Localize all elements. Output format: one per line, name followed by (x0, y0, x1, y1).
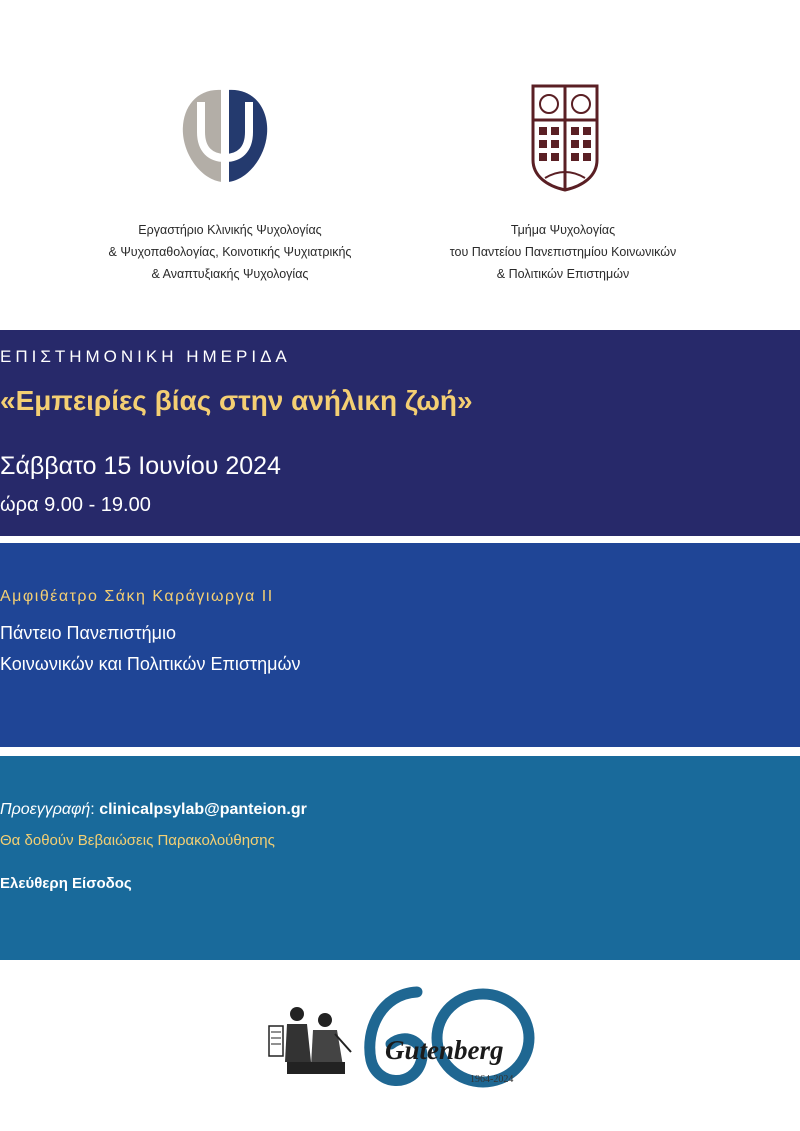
psi-brain-icon (175, 82, 275, 187)
organizer-lab-line: & Ψυχοπαθολογίας, Κοινοτικής Ψυχιατρικής (108, 245, 352, 259)
event-kicker: ΕΠΙΣΤΗΜΟΝΙΚΗ ΗΜΕΡΙΔΑ (0, 347, 291, 366)
venue-band (0, 543, 800, 747)
organizer-lab-line: & Αναπτυξιακής Ψυχολογίας (151, 267, 309, 281)
event-date: Σάββατο 15 Ιουνίου 2024 (0, 452, 281, 480)
header-section (0, 0, 800, 330)
sponsor-years: 1964-2024 (470, 1074, 514, 1085)
free-entry-note: Ελεύθερη Είσοδος (0, 875, 132, 892)
registration-label: Προεγγραφή (0, 801, 91, 818)
organizer-department-line: & Πολιτικών Επιστημών (496, 267, 630, 281)
registration-line (0, 801, 800, 819)
venue-hall: Αμφιθέατρο Σάκη Καράγιωργα ΙΙ (0, 588, 274, 605)
university-shield-icon (527, 82, 603, 194)
event-title: «Εμπειρίες βίας στην ανήλικη ζωή» (0, 385, 473, 416)
organizer-lab-line: Εργαστήριο Κλινικής Ψυχολογίας (138, 223, 322, 237)
venue-university-faculty: Κοινωνικών και Πολιτικών Επιστημών (0, 654, 301, 674)
sponsor-name: Gutenberg (385, 1035, 504, 1065)
organizer-department-line: Τμήμα Ψυχολογίας (510, 223, 616, 237)
event-time: ώρα 9.00 - 19.00 (0, 494, 151, 516)
organizer-department-line: του Παντείου Πανεπιστημίου Κοινωνικών (449, 245, 677, 259)
organizer-lab (70, 219, 390, 285)
printers-engraving-icon (265, 1000, 355, 1080)
organizer-department (403, 219, 723, 285)
registration-email-link[interactable]: clinicalpsylab@panteion.gr (99, 801, 307, 818)
registration-colon: : (90, 801, 100, 818)
registration-band (0, 756, 800, 960)
certificates-note: Θα δοθούν Βεβαιώσεις Παρακολούθησης (0, 832, 275, 849)
venue-university: Πάντειο Πανεπιστήμιο (0, 623, 177, 643)
